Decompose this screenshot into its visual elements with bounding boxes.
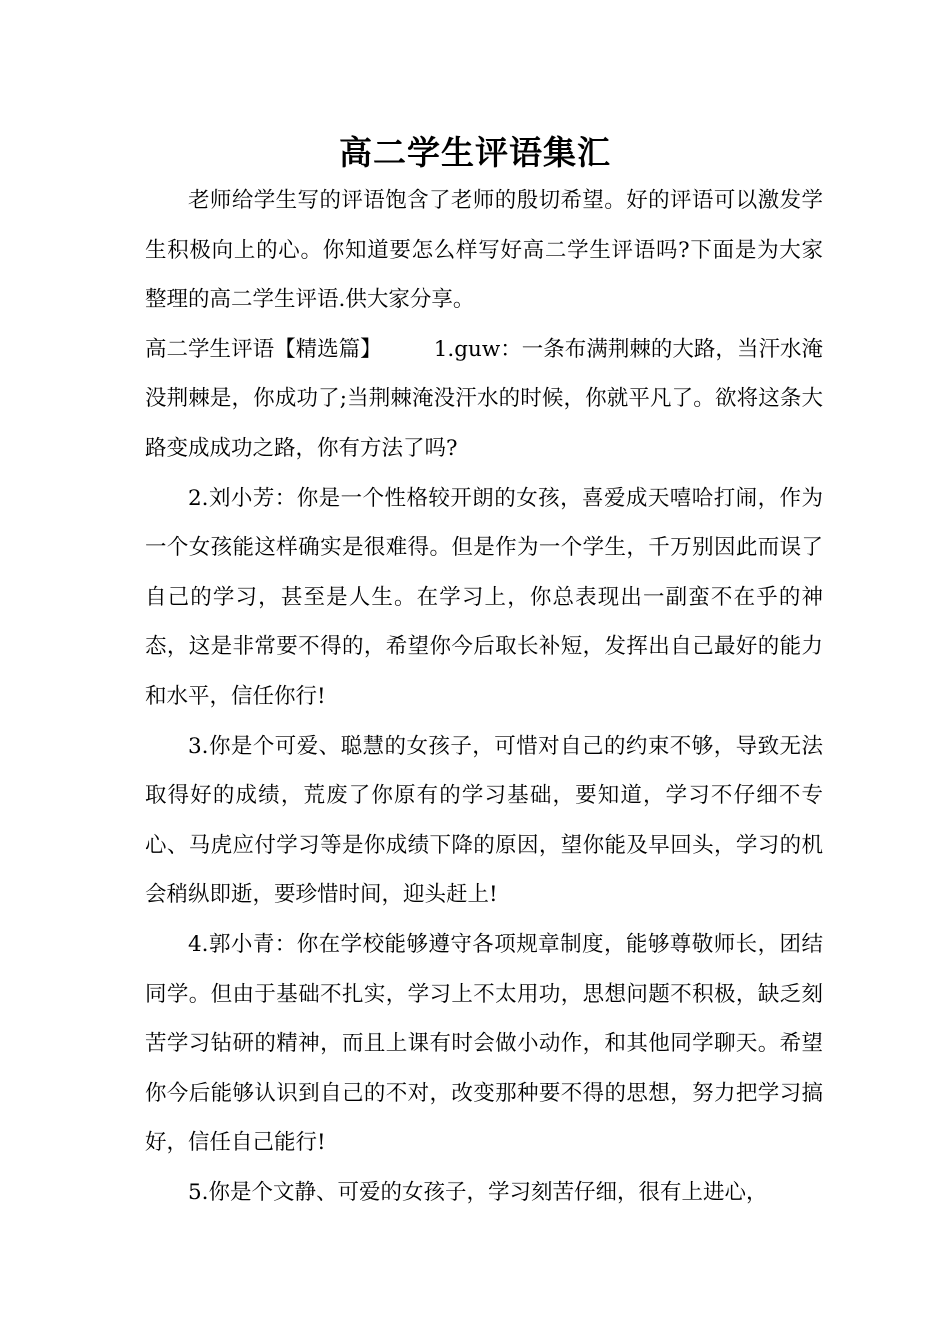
section-paragraph (145, 325, 823, 474)
section-heading: 高二学生评语【精选篇】 (145, 336, 382, 362)
intro-paragraph: 老师给学生写的评语饱含了老师的殷切希望。好的评语可以激发学生积极向上的心。你知道要怎么样写好高二学生评语吗?下面是为大家整理的高二学生评语.供大家分享。 (145, 188, 823, 313)
document-body (145, 176, 823, 1217)
comment-item-3: 3.你是个可爱、聪慧的女孩子，可惜对自己的约束不够，导致无法取得好的成绩，荒废了你原有的学习基础，要知道，学习不仔细不专心、马虎应付学习等是你成绩下降的原因，望你能及早回头，学习的机会稍纵即逝，要珍惜时间，迎头赶上! (145, 733, 823, 908)
comment-item-2: 2.刘小芳：你是一个性格较开朗的女孩，喜爱成天嘻哈打闹，作为一个女孩能这样确实是很难得。但是作为一个学生，千万别因此而误了自己的学习，甚至是人生。在学习上，你总表现出一副蛮不在乎的神态，这是非常要不得的，希望你今后取长补短，发挥出自己最好的能力和水平，信任你行! (145, 485, 823, 709)
document-title: 高二学生评语集汇 (339, 133, 611, 172)
comment-item-4: 4.郭小青：你在学校能够遵守各项规章制度，能够尊敬师长，团结同学。但由于基础不扎实，学习上不太用功，思想问题不积极，缺乏刻苦学习钻研的精神，而且上课有时会做小动作，和其他同学聊天。希望你今后能够认识到自己的不对，改变那种要不得的思想，努力把学习搞好，信任自己能行! (145, 931, 823, 1156)
comment-item-1: 1.guw：一条布满荆棘的大路，当汗水淹没荆棘是，你成功了;当荆棘淹没汗水的时候，你就平凡了。欲将这条大路变成成功之路，你有方法了吗? (145, 336, 823, 461)
comment-item-5: 5.你是个文静、可爱的女孩子，学习刻苦仔细，很有上进心， (188, 1179, 768, 1205)
